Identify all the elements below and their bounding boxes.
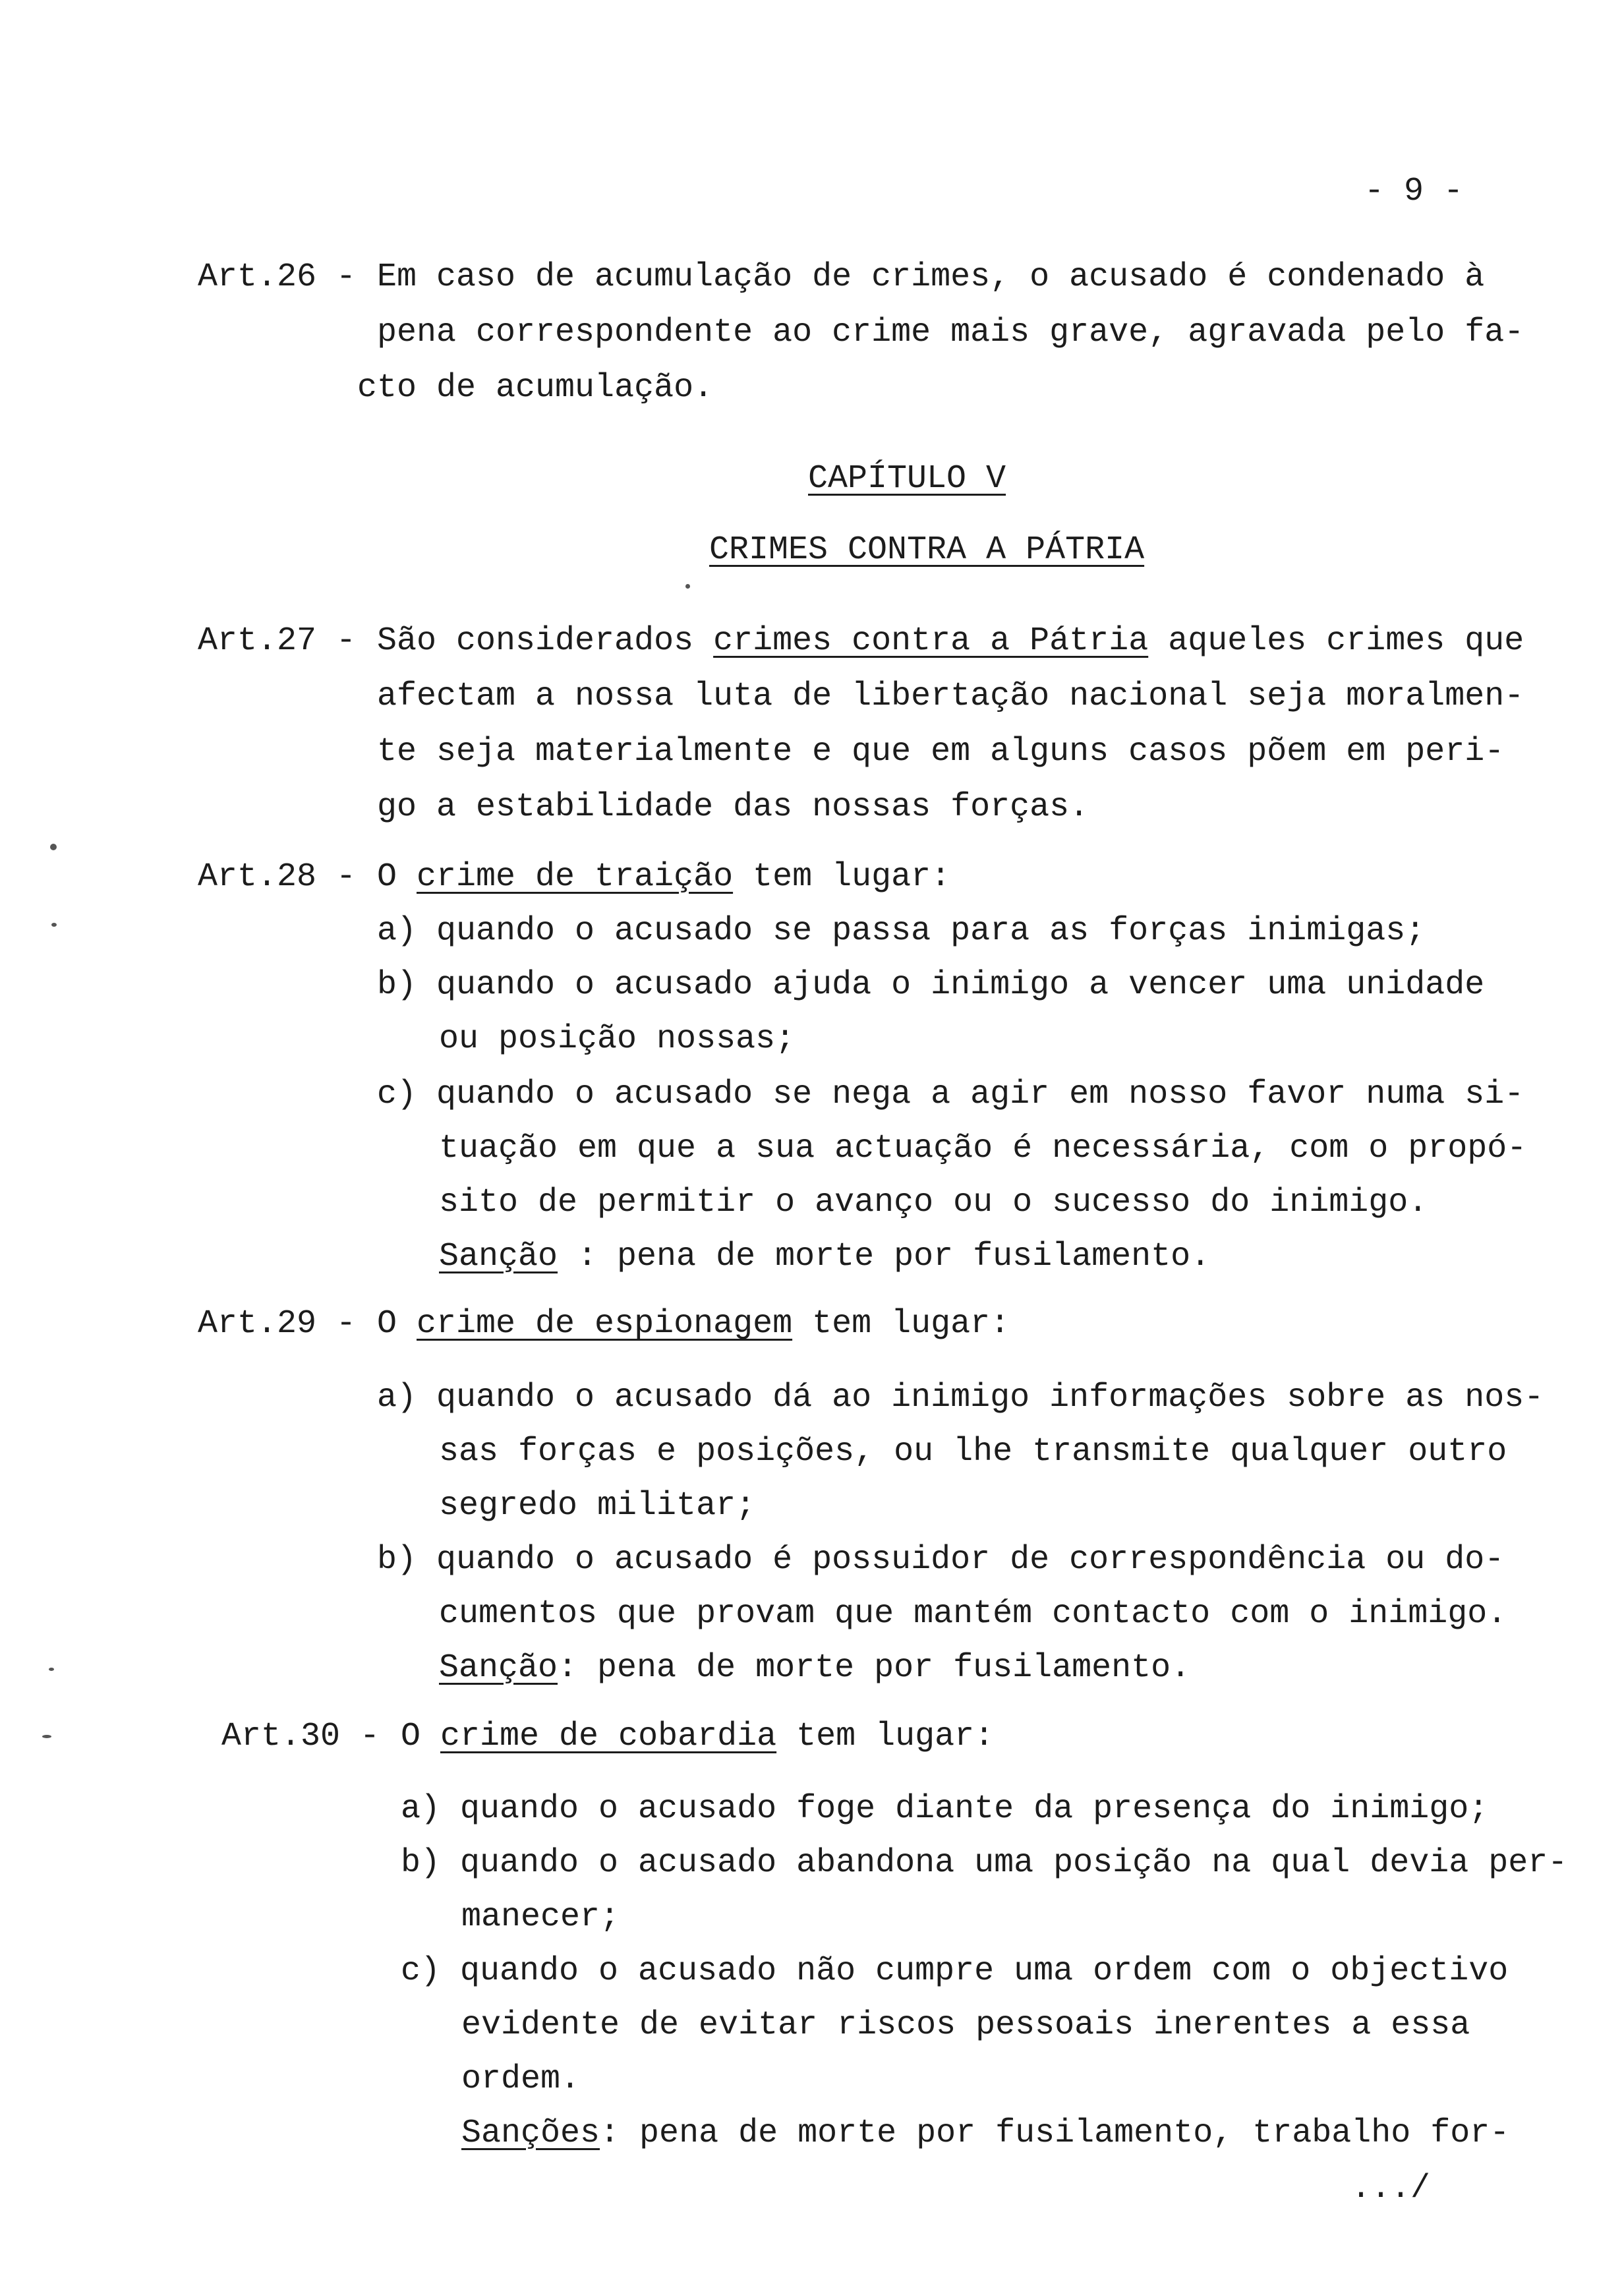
article-text: te seja materialmente e que em alguns casos põem em peri- bbox=[377, 733, 1505, 771]
sanction: Sanção : pena de morte por fusilamento. bbox=[439, 1238, 1211, 1275]
list-item: b) quando o acusado abandona uma posição na qual devia per- bbox=[401, 1844, 1568, 1882]
page-number: - 9 - bbox=[1364, 173, 1464, 210]
article-text: O crime de traição tem lugar: bbox=[377, 858, 951, 896]
chapter-number: CAPÍTULO V bbox=[808, 460, 1006, 498]
scan-speck bbox=[685, 584, 690, 589]
defined-term: crimes contra a Pátria bbox=[713, 622, 1149, 660]
defined-term: crime de cobardia bbox=[440, 1718, 777, 1755]
scan-speck bbox=[51, 923, 57, 927]
list-item: ou posição nossas; bbox=[439, 1020, 796, 1058]
list-item: sito de permitir o avanço ou o sucesso do inimigo. bbox=[439, 1184, 1428, 1221]
list-item: tuação em que a sua actuação é necessária, com o propó- bbox=[439, 1130, 1527, 1167]
article-text: cto de acumulação. bbox=[357, 369, 714, 407]
list-item: evidente de evitar riscos pessoais inerentes a essa bbox=[461, 2006, 1470, 2044]
article-label: Art.29 - bbox=[198, 1305, 357, 1343]
list-item: manecer; bbox=[461, 1898, 620, 1936]
list-item: a) quando o acusado se passa para as forças inimigas; bbox=[377, 912, 1426, 950]
article-label: Art.28 - bbox=[198, 858, 357, 896]
article-text: O crime de espionagem tem lugar: bbox=[377, 1305, 1010, 1343]
list-item: ordem. bbox=[461, 2060, 581, 2098]
sanction-term: Sanção bbox=[439, 1238, 558, 1275]
list-item: c) quando o acusado não cumpre uma ordem com o objectivo bbox=[401, 1952, 1509, 1990]
scan-speck bbox=[42, 1735, 51, 1738]
list-item: segredo militar; bbox=[439, 1487, 756, 1525]
defined-term: crime de espionagem bbox=[417, 1305, 793, 1343]
article-text: Em caso de acumulação de crimes, o acusado é condenado à bbox=[377, 258, 1485, 296]
scan-speck bbox=[50, 844, 57, 850]
list-item: a) quando o acusado foge diante da presença do inimigo; bbox=[401, 1790, 1489, 1828]
defined-term: crime de traição bbox=[417, 858, 734, 896]
sanction: Sanções: pena de morte por fusilamento, trabalho for- bbox=[461, 2115, 1510, 2152]
list-item: sas forças e posições, ou lhe transmite qualquer outro bbox=[439, 1433, 1507, 1471]
article-text: go a estabilidade das nossas forças. bbox=[377, 788, 1089, 826]
list-item: cumentos que provam que mantém contacto com o inimigo. bbox=[439, 1595, 1507, 1633]
article-label: Art.27 - bbox=[198, 622, 357, 660]
list-item: b) quando o acusado ajuda o inimigo a vencer uma unidade bbox=[377, 966, 1485, 1004]
article-text: pena correspondente ao crime mais grave, agravada pelo fa- bbox=[377, 314, 1524, 351]
sanction-term: Sanção bbox=[439, 1649, 558, 1687]
article-label: Art.26 - bbox=[198, 258, 357, 296]
chapter-title: CRIMES CONTRA A PÁTRIA bbox=[709, 531, 1145, 569]
article-text: afectam a nossa luta de libertação nacional seja moralmen- bbox=[377, 678, 1524, 715]
list-item: a) quando o acusado dá ao inimigo informações sobre as nos- bbox=[377, 1379, 1544, 1416]
sanction: Sanção: pena de morte por fusilamento. bbox=[439, 1649, 1191, 1687]
list-item: b) quando o acusado é possuidor de correspondência ou do- bbox=[377, 1541, 1505, 1579]
article-text: O crime de cobardia tem lugar: bbox=[401, 1718, 995, 1755]
article-label: Art.30 - bbox=[221, 1718, 380, 1755]
continuation-mark: .../ bbox=[1351, 2170, 1431, 2207]
article-text: São considerados crimes contra a Pátria aqueles crimes que bbox=[377, 622, 1524, 660]
list-item: c) quando o acusado se nega a agir em nosso favor numa si- bbox=[377, 1076, 1524, 1113]
scan-speck bbox=[49, 1668, 54, 1671]
sanction-term: Sanções bbox=[461, 2115, 600, 2152]
